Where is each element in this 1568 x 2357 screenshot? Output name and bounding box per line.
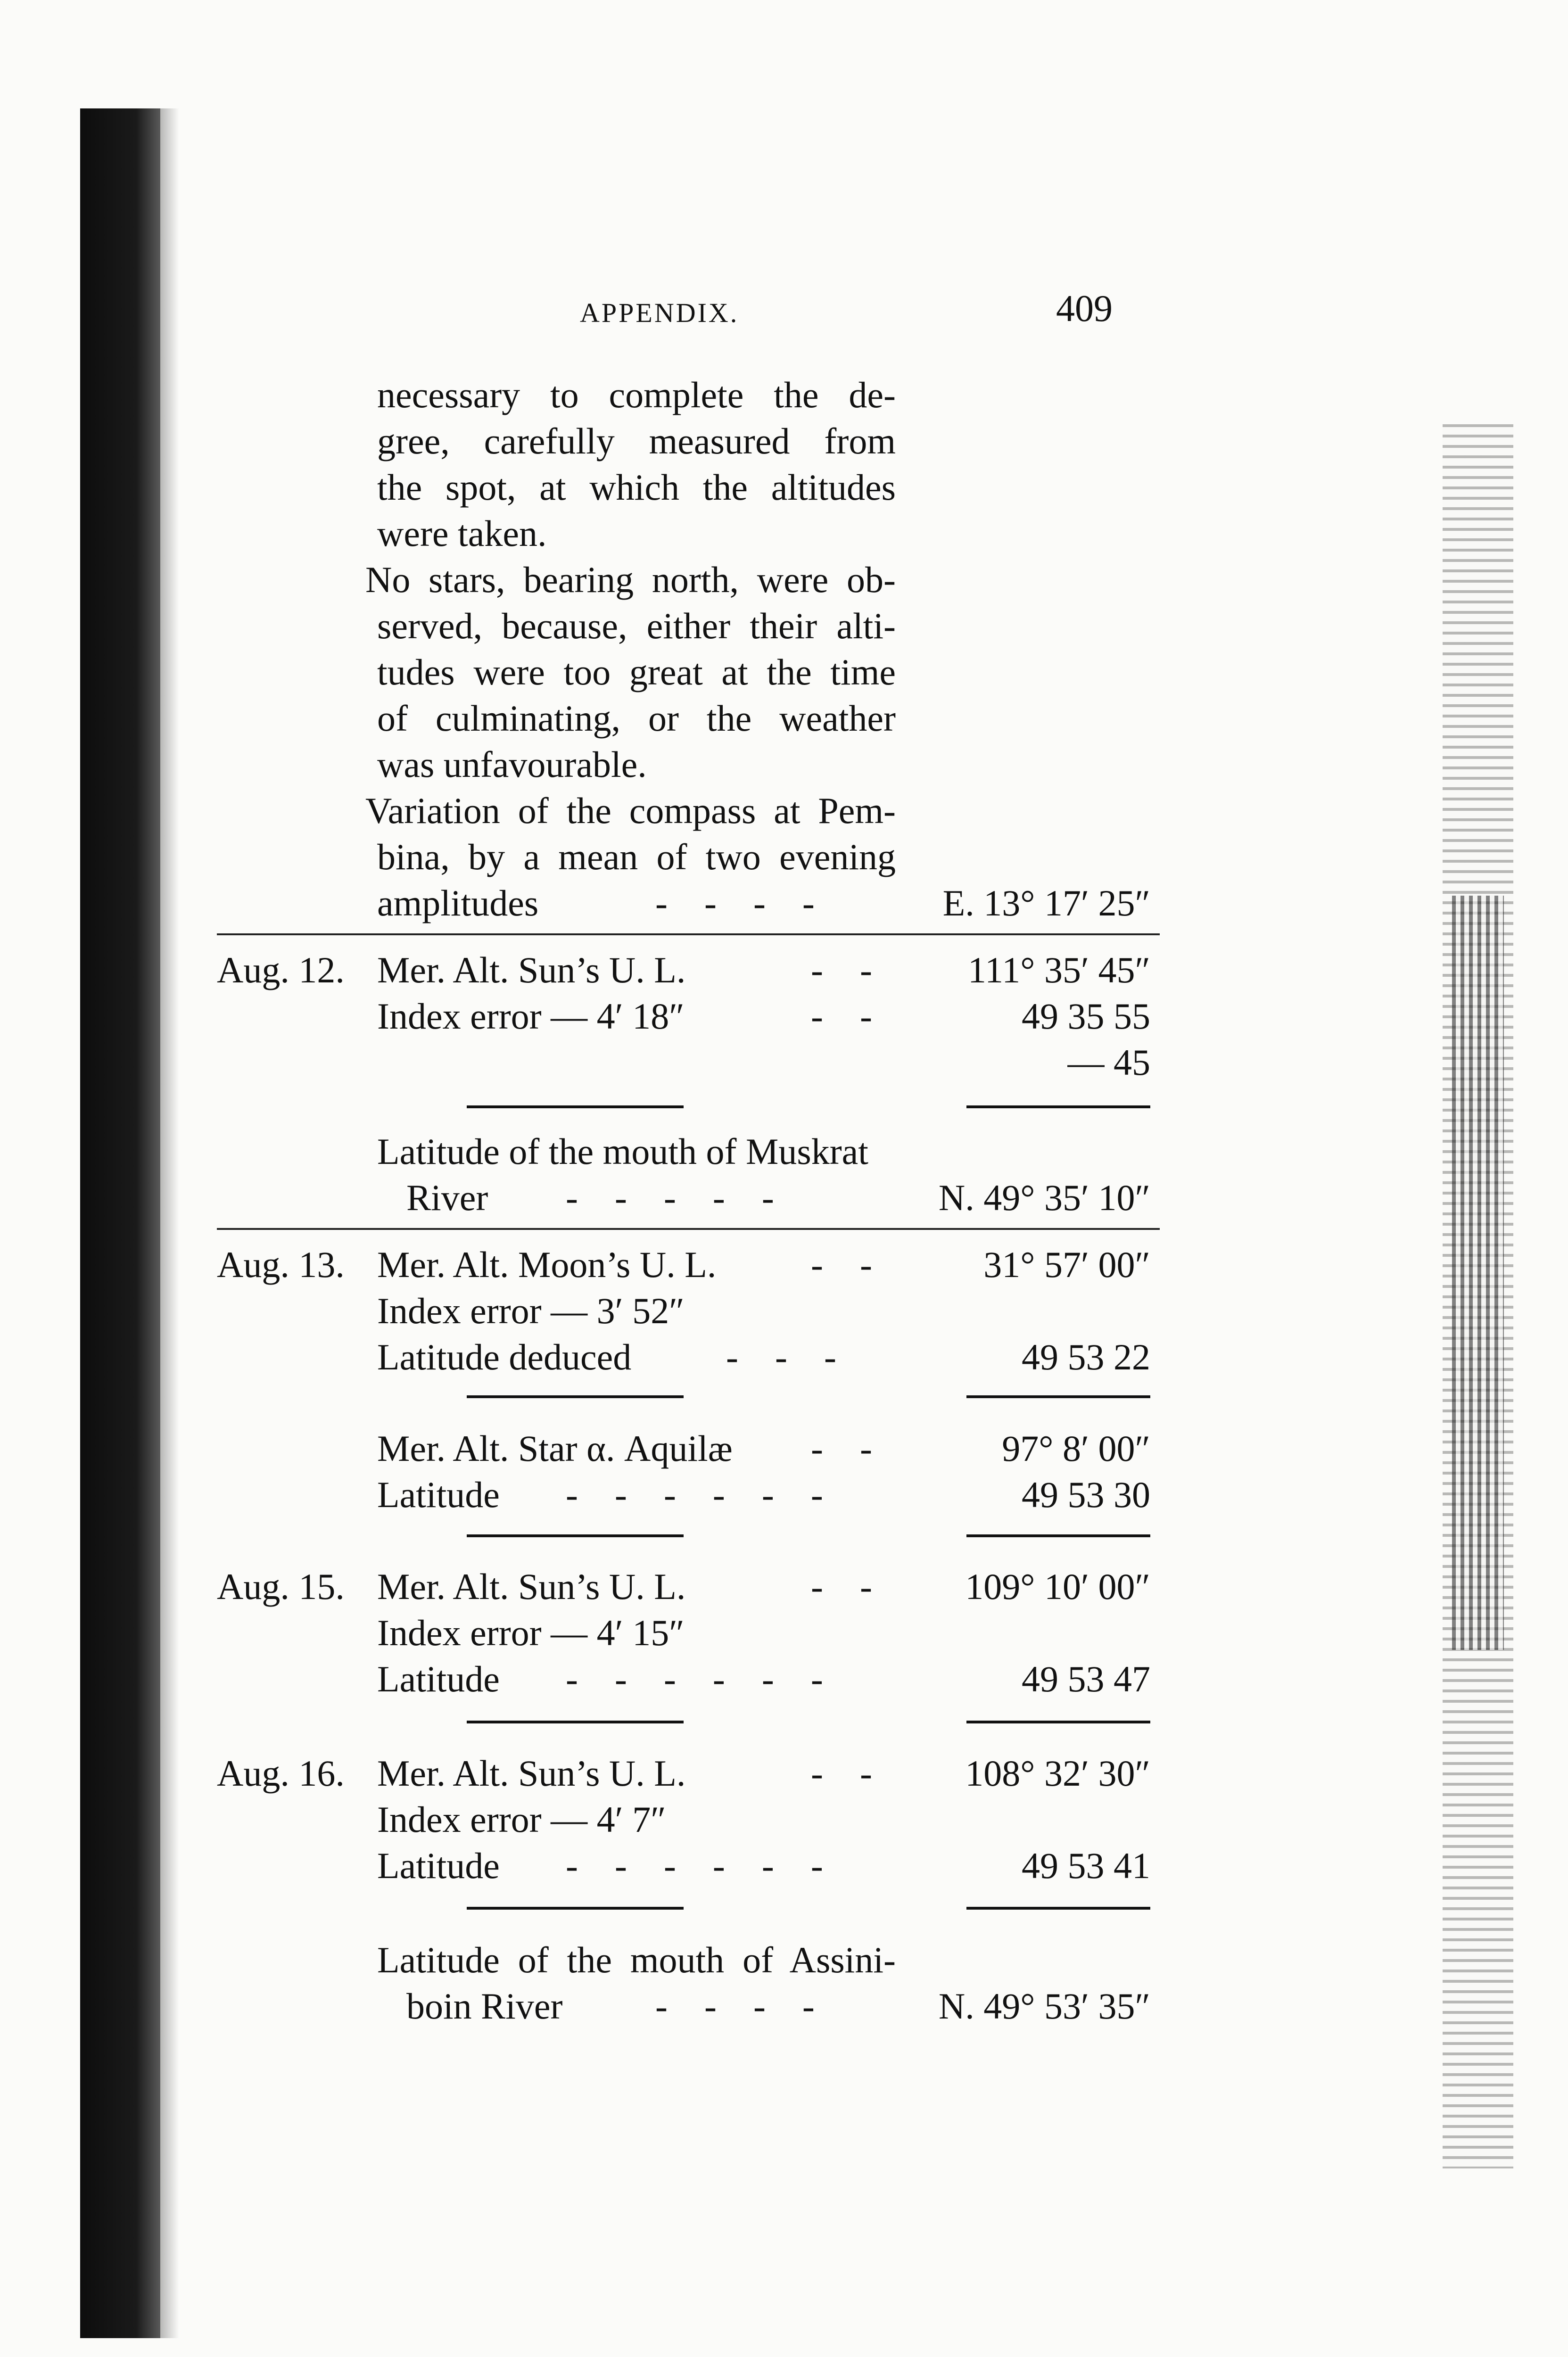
section-rule bbox=[217, 1228, 1160, 1230]
leader-dashes: - - bbox=[811, 1566, 872, 1607]
date-aug-15: Aug. 15. bbox=[217, 1566, 345, 1607]
stars-note-line: No stars, bearing north, were ob- bbox=[365, 559, 896, 600]
leader-dashes: - - - bbox=[726, 1336, 836, 1377]
latitude-label: Latitude bbox=[377, 1658, 500, 1699]
total-rule-right bbox=[966, 1534, 1150, 1537]
total-rule-right bbox=[966, 1395, 1150, 1398]
total-rule-left bbox=[467, 1105, 684, 1108]
running-head: APPENDIX. bbox=[580, 297, 739, 328]
observation-value: 31° 57′ 00″ bbox=[983, 1244, 1150, 1285]
stars-note-line: was unfavourable. bbox=[377, 744, 647, 785]
index-error-label: Index error — 4′ 15″ bbox=[377, 1612, 685, 1653]
intro-line: gree, carefully measured from bbox=[377, 420, 896, 462]
scan-gutter bbox=[80, 108, 160, 2338]
page-number: 409 bbox=[1056, 288, 1113, 330]
observation-label: Mer. Alt. Sun’s U. L. bbox=[377, 949, 686, 990]
star-observation-label: Mer. Alt. Star α. Aquilæ bbox=[377, 1428, 733, 1469]
total-rule-left bbox=[467, 1721, 684, 1723]
leader-dashes: - - - - - - bbox=[566, 1658, 823, 1699]
observation-label: Mer. Alt. Moon’s U. L. bbox=[377, 1244, 717, 1285]
section-rule bbox=[217, 933, 1160, 935]
index-error-label: Index error — 3′ 52″ bbox=[377, 1290, 685, 1331]
stars-note-line: tudes were too great at the time bbox=[377, 651, 896, 692]
leader-dashes: - - bbox=[811, 1428, 872, 1469]
date-aug-16: Aug. 16. bbox=[217, 1753, 345, 1794]
observation-value: 111° 35′ 45″ bbox=[968, 949, 1150, 990]
latitude-value: 49 53 47 bbox=[1022, 1658, 1150, 1699]
index-error-label: Index error — 4′ 7″ bbox=[377, 1799, 666, 1840]
total-rule-right bbox=[966, 1105, 1150, 1108]
result-value: N. 49° 35′ 10″ bbox=[938, 1177, 1150, 1218]
intro-line: necessary to complete the de- bbox=[377, 374, 896, 415]
leader-dashes: - - - - bbox=[655, 1986, 815, 2027]
result-label: boin River bbox=[406, 1986, 563, 2027]
latitude-label: Latitude bbox=[377, 1845, 500, 1886]
star-observation-value: 97° 8′ 00″ bbox=[1002, 1428, 1150, 1469]
leader-dashes: - - - - - - bbox=[566, 1845, 823, 1886]
total-rule-right bbox=[966, 1907, 1150, 1910]
observation-label: Mer. Alt. Sun’s U. L. bbox=[377, 1753, 686, 1794]
result-label: Latitude of the mouth of Assini- bbox=[377, 1939, 896, 1980]
variation-value: E. 13° 17′ 25″ bbox=[942, 882, 1150, 923]
scan-gutter-edge bbox=[160, 108, 179, 2338]
leader-dashes: - - bbox=[811, 949, 872, 990]
total-rule-left bbox=[467, 1395, 684, 1398]
correction-value: — 45 bbox=[1067, 1042, 1150, 1083]
latitude-label: Latitude deduced bbox=[377, 1336, 632, 1377]
leader-dashes: - - bbox=[811, 1753, 872, 1794]
variation-line: Variation of the compass at Pem- bbox=[365, 790, 896, 831]
leader-dashes: - - bbox=[811, 996, 872, 1037]
total-rule-left bbox=[467, 1534, 684, 1537]
scan-bleed-through-dense bbox=[1452, 896, 1504, 1650]
leader-dashes: - - - - bbox=[655, 882, 815, 923]
stars-note-line: served, because, either their alti- bbox=[377, 605, 896, 646]
index-error-label: Index error — 4′ 18″ bbox=[377, 996, 685, 1037]
total-rule-left bbox=[467, 1907, 684, 1910]
observation-value: 108° 32′ 30″ bbox=[965, 1753, 1150, 1794]
latitude-label: Latitude bbox=[377, 1474, 500, 1515]
intro-line: the spot, at which the altitudes bbox=[377, 467, 896, 508]
date-aug-12: Aug. 12. bbox=[217, 949, 345, 990]
leader-dashes: - - - - - bbox=[566, 1177, 774, 1218]
variation-line: bina, by a mean of two evening bbox=[377, 836, 896, 877]
observation-label: Mer. Alt. Sun’s U. L. bbox=[377, 1566, 686, 1607]
computed-value: 49 35 55 bbox=[1022, 996, 1150, 1037]
latitude-value: 49 53 41 bbox=[1022, 1845, 1150, 1886]
result-value: N. 49° 53′ 35″ bbox=[938, 1986, 1150, 2027]
observation-value: 109° 10′ 00″ bbox=[965, 1566, 1150, 1607]
latitude-value: 49 53 30 bbox=[1022, 1474, 1150, 1515]
total-rule-right bbox=[966, 1721, 1150, 1723]
latitude-value: 49 53 22 bbox=[1022, 1336, 1150, 1377]
stars-note-line: of culminating, or the weather bbox=[377, 698, 896, 739]
result-label: River bbox=[406, 1177, 488, 1218]
intro-line: were taken. bbox=[377, 513, 547, 554]
result-label: Latitude of the mouth of Muskrat bbox=[377, 1131, 868, 1172]
leader-dashes: - - bbox=[811, 1244, 872, 1285]
date-aug-13: Aug. 13. bbox=[217, 1244, 345, 1285]
variation-line: amplitudes bbox=[377, 882, 539, 923]
leader-dashes: - - - - - - bbox=[566, 1474, 823, 1515]
